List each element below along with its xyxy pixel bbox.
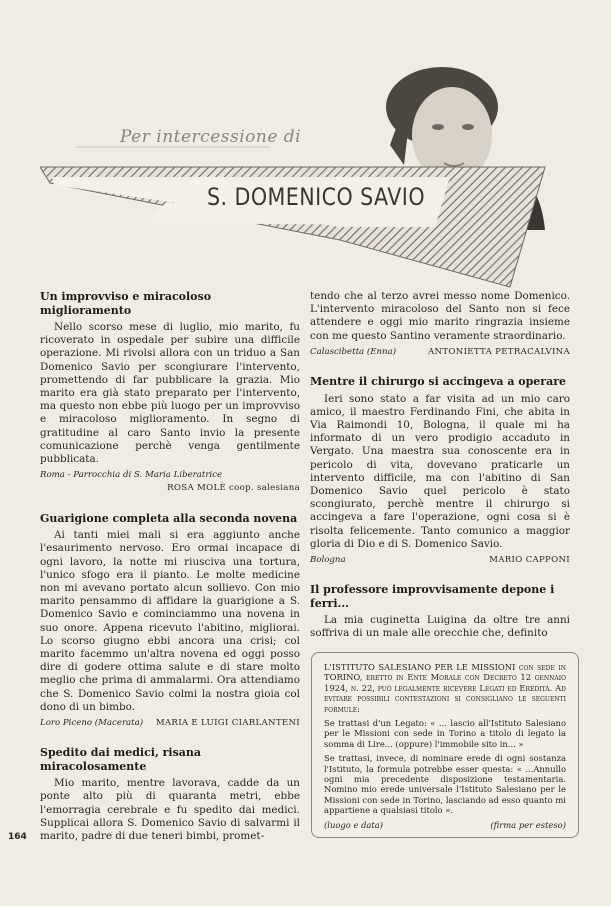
legal-paragraph: L'ISTITUTO SALESIANO PER LE MISSIONI con sede in TORINO, eretto in Ente Morale con Decreto 12 gennaio 1924, n. 22, può legalmente ricevere Legati ed Eredità. Ad evitare possibili contestazioni si consigliano le seguenti formule: bbox=[324, 662, 566, 714]
article-text: Mio marito, mentre lavorava, cadde da un ponte alto più di quaranta metri, ebbe l'emorragia cerebrale e fu spedito dai medici. Supplicai allora S. Domenico Savio di salvarmi il marito, padre di due teneri bimbi, promet- bbox=[40, 777, 300, 842]
article-heading: Mentre il chirurgo si accingeva a operare bbox=[310, 375, 567, 389]
right-column bbox=[310, 290, 570, 641]
legal-notice-box bbox=[311, 652, 579, 838]
page-number: 164 bbox=[8, 832, 27, 842]
article-heading: Spedito dai medici, risana miracolosamente bbox=[40, 746, 202, 773]
article-sent-away-continued bbox=[310, 290, 570, 359]
legal-paragraph: Se trattasi, invece, di nominare erede di ogni sostanza l'Istituto, la formula potrebbe esser questa: « ...Annullo ogni mia precedente disposizione testamentaria. Nomino mio erede universale l'Istituto Salesiano per le Missioni con sede in Torino, lasciando ad esso quanto mi appartiene a qualsiasi titolo ». bbox=[324, 753, 566, 816]
location-text: Loro Piceno (Macerata) bbox=[40, 717, 144, 728]
location-text: Bologna bbox=[310, 554, 346, 565]
article-professor bbox=[310, 583, 570, 640]
article-heading: Guarigione completa alla seconda novena bbox=[40, 511, 298, 525]
article-location bbox=[310, 346, 570, 359]
saint-name-title: S. DOMENICO SAVIO bbox=[207, 183, 426, 211]
left-column bbox=[40, 290, 300, 843]
article-heading: Un improvviso e miracoloso miglioramento bbox=[40, 290, 212, 317]
article-location bbox=[40, 469, 300, 482]
article-complete-healing bbox=[40, 512, 300, 731]
article-location bbox=[40, 717, 300, 730]
article-text: Ai tanti miei mali si era aggiunto anche l'esaurimento nervoso. Ero ormai incapace di ogni lavoro, la notte mi riusciva una tortura, l'unico sfogo era il pianto. Le molte medicine non mi avevano portato alcun sollievo. Con mio marito pensammo di affidare la guarigione a S. Domenico Savio e cominciammo una novena in suo onore. Appena ricevuto l'abitino, migliorai. Lo scorso giugno ebbi ancora una crisi; col marito facemmo un'altra novena ed oggi posso dire di godere ottima salute e di stare molto meglio che prima di ammalarmi. Ora attendiamo che S. Domenico Savio colmi la nostra gioia col dono di un bimbo. bbox=[40, 529, 300, 713]
place-date-label: (luogo e data) bbox=[324, 819, 384, 830]
article-signature: ANTONIETTA PETRACALVINA bbox=[428, 346, 570, 357]
script-title: Per intercessione di bbox=[120, 127, 302, 147]
article-text: La mia cuginetta Luigina da oltre tre anni soffriva di un male alle orecchie che, definito bbox=[310, 614, 570, 640]
article-location bbox=[310, 554, 570, 567]
legal-paragraph: Se trattasi d'un Legato: « ... lascio all'Istituto Salesiano per le Missioni con sede in Torino a titolo di legato la somma di Lire... (oppure) l'immobile sito in... » bbox=[324, 718, 566, 749]
article-signature: MARIO CAPPONI bbox=[489, 554, 570, 565]
location-text: Calascibetta (Enna) bbox=[310, 346, 397, 357]
header-banner bbox=[40, 55, 560, 295]
article-sudden-improvement bbox=[40, 290, 300, 496]
article-text: Nello scorso mese di luglio, mio marito, fu ricoverato in ospedale per subire una difficile operazione. Mi rivolsi allora con un triduo a San Domenico Savio per scongiurare l'intervento, promettendo di far pubblicare la grazia. Mio marito era già stato preparato per l'intervento, ma questo non ebbe più luogo per un improvviso e miracoloso miglioramento. In segno di gratitudine al caro Santo invio la presente comunicazione perchè venga gentilmente pubblicata. bbox=[40, 321, 300, 466]
article-signature: ROSA MOLÈ coop. salesiana bbox=[167, 483, 300, 494]
article-heading: Il professore improvvisamente depone i ferri... bbox=[310, 583, 555, 610]
banner-artwork bbox=[40, 55, 560, 295]
article-signature: MARIA E LUIGI CIARLANTENI bbox=[155, 717, 300, 728]
article-text: tendo che al terzo avrei messo nome Domenico. L'intervento miracoloso del Santo non si fece attendere e oggi mio marito ringrazia insieme con me questo Santino veramente straordinario. bbox=[310, 290, 570, 342]
article-text: Ieri sono stato a far visita ad un mio caro amico, il maestro Ferdinando Fini, che abita in Via Raimondi 10, Bologna, il quale mi ha informato di un vero prodigio accaduto in Vergato. Una maestra sua conoscente era in pericolo di vita, dovevano praticarle un intervento difficile, ma con l'abitino di San Domenico Savio quel pericolo è stato scongiurato, perchè mentre il chirurgo si accingeva a fare l'operazione, ogni cosa si è risolta felicemente. Tanto comunico a maggior gloria di Dio e di S. Domenico Savio. bbox=[310, 392, 570, 550]
legal-footer bbox=[324, 820, 566, 830]
location-text: Roma - Parrocchia di S. Maria Liberatrice bbox=[40, 470, 223, 481]
article-surgeon bbox=[310, 375, 570, 567]
article-sent-away-by-doctors bbox=[40, 746, 300, 843]
signature-label: (firma per esteso) bbox=[490, 819, 566, 830]
